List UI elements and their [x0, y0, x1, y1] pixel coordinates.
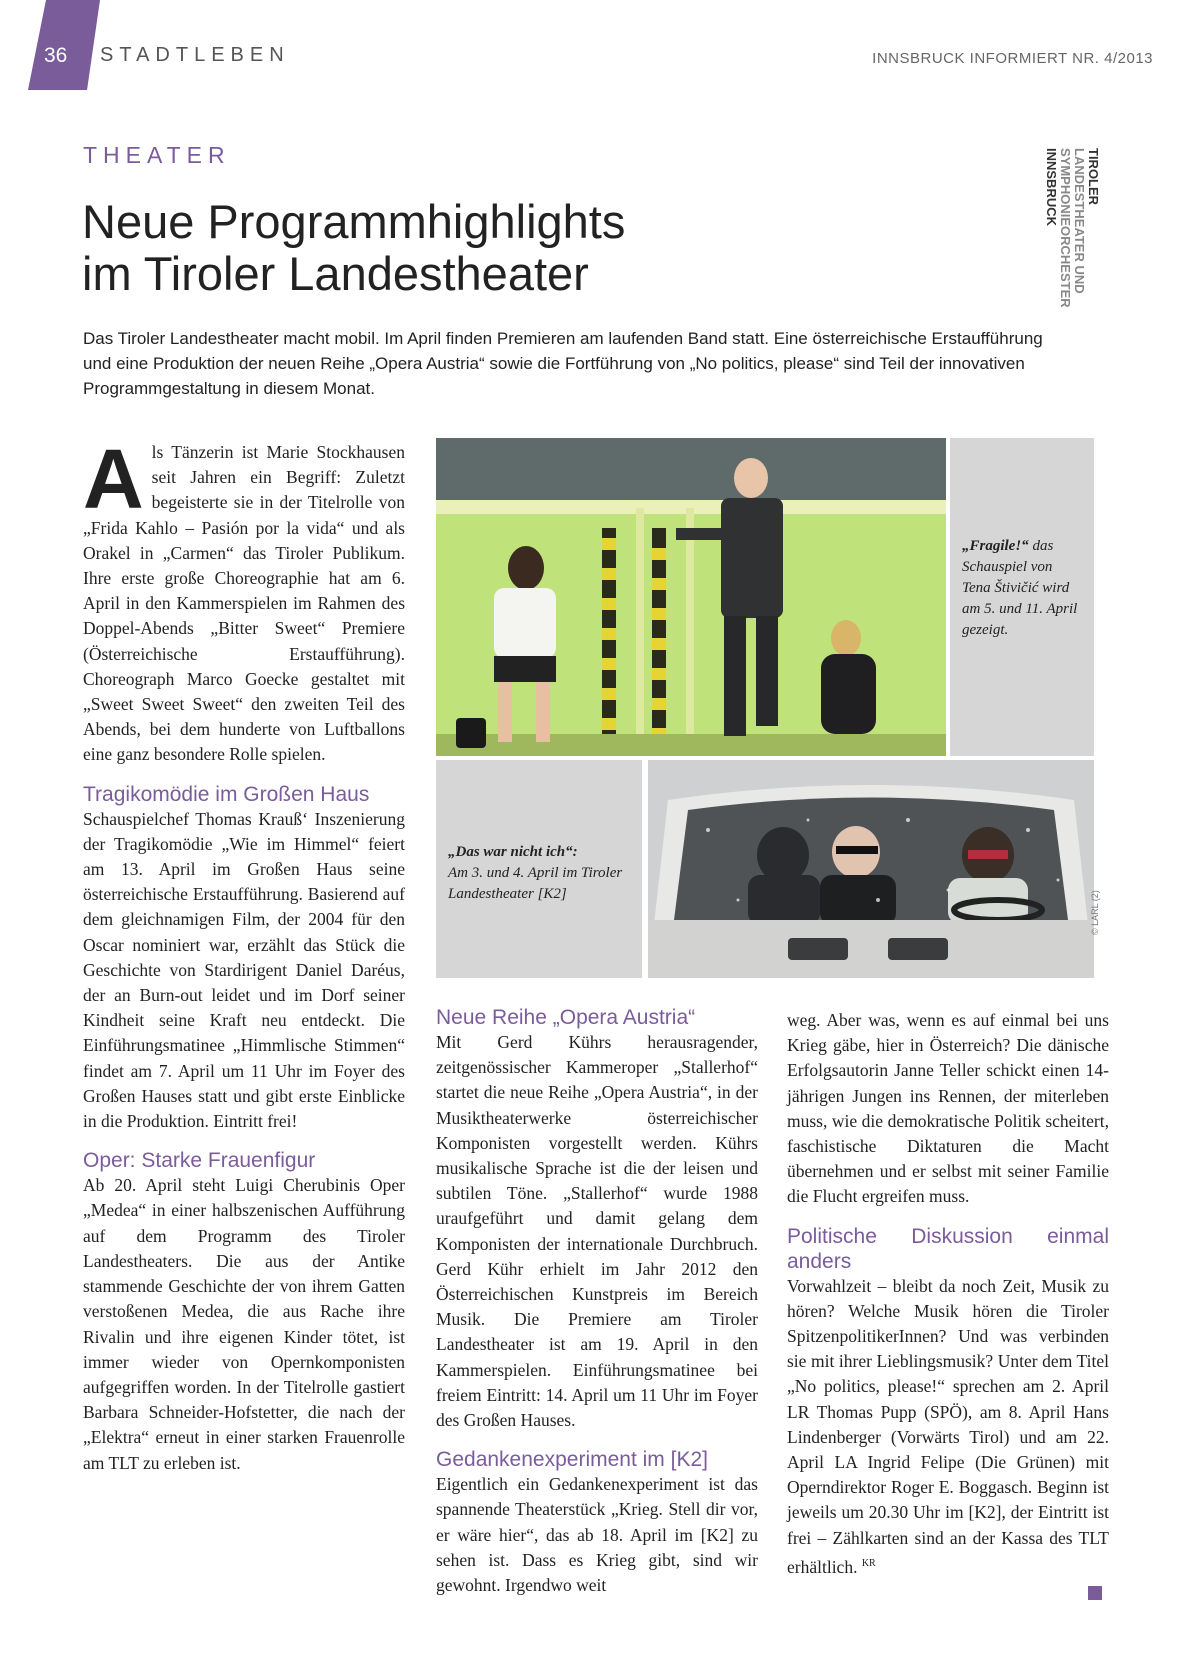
title-line-2: im Tiroler Landestheater [82, 247, 589, 300]
caption-dwni-text: Am 3. und 4. April im Tiroler Landestheater [K2] [448, 865, 623, 902]
column-1 [83, 432, 405, 1476]
author-signature: KR [861, 1557, 876, 1569]
paragraph-krieg-continued: weg. Aber was, wenn es auf einmal bei uns Krieg gäbe, hier in Österreich? Die dänische Erfolgsautorin Janne Teller schickt einen 14-jährigen Jungen ins Rennen, der miterleben muss, wie die demokratische Politik scheitert, faschistische Diktaturen die Macht übernehmen und er selbst mit seiner Familie die Flucht ergreifen muss. [787, 1010, 1109, 1207]
caption-fragile-text: das Schauspiel von Tena Štivičić wird am 5. und 11. April gezeigt. [962, 538, 1078, 638]
theater-logo [1040, 148, 1100, 328]
subhead-tragikomoedie: Tragikomödie im Großen Haus [83, 782, 370, 806]
caption-fragile [950, 438, 1094, 756]
photo-fragile [436, 438, 946, 756]
article-lead: Das Tiroler Landestheater macht mobil. Im April finden Premieren am laufenden Band statt. Eine österreichische Erstaufführung und eine Produktion der neuen Reihe „Opera Austria“ sowie die Fortführung von „No politics, please“ sind Teil der innovativen Programmgestaltung in diesem Monat. [83, 329, 1043, 398]
logo-line-2: LANDESTHEATER UND [1072, 148, 1087, 294]
article-title [82, 196, 902, 300]
no-politics-text: Vorwahlzeit – bleibt da noch Zeit, Musik zu hören? Welche Musik hören die Tiroler SpitzenpolitikerInnen? Und was verbinden sie mit ihrer Lieblingsmusik? Unter dem Titel „No politics, please!“ sprechen am 2. April LR Thomas Pupp (SPÖ), am 8. April Hans Lindenberger (Vorwärts Tirol) und am 22. April LA Ingrid Felipe (Die Grünen) mit Operndirektor Roger E. Boggasch. Beginn ist jeweils um 20.30 Uhr im [K2], der Eintritt ist frei – Zählkarten sind an der Kassa des TLT erhältlich. [787, 1275, 1109, 1577]
photo-credit: © LARL (2) [1090, 890, 1100, 935]
caption-das-war-nicht-ich [436, 760, 642, 978]
issue-label: INNSBRUCK INFORMIERT NR. 4/2013 [872, 50, 1153, 67]
car-scene-image [648, 760, 1094, 978]
paragraph-tragikomoedie: Schauspielchef Thomas Krauß‘ Inszenierung der Tragikomödie „Wie im Himmel“ feiert am 13. April im Großen Haus seine österreichische Erstaufführung. Basierend auf dem gleichnamigen Film, der 2004 für den Oscar nominiert war, erzählt das Stück die Geschichte von Stardirigent Daniel Daréus, der an Burn-out leidet und im Dorf seiner Kindheit seine Kraft neu entdeckt. Die Einführungsmatinee „Himmlische Stimmen“ findet am 7. April um 11 Uhr im Foyer des Großen Hauses statt und gibt erste Einblicke in die Produktion. Eintritt frei! [83, 808, 405, 1132]
photo-das-war-nicht-ich [648, 760, 1094, 978]
title-line-1: Neue Programmhighlights [82, 195, 626, 248]
subhead-opera-austria: Neue Reihe „Opera Austria“ [436, 1006, 696, 1029]
caption-dwni-title: „Das war nicht ich“: [448, 844, 578, 860]
logo-line-1: TIROLER [1086, 148, 1101, 206]
paragraph-gedankenexperiment: Eigentlich ein Gedankenexperiment ist das spannende Theaterstück „Krieg. Stell dir vor, er wäre hier“, das ab 18. April im [K2] zu sehen ist. Dass es Krieg gibt, sind wir gewohnt. Irgendwo weit [436, 1474, 758, 1596]
paragraph-opera-austria: Mit Gerd Kührs herausragender, zeitgenössischer Kammeroper „Stallerhof“ startet die neue Reihe „Opera Austria“, in der Musiktheaterwerke österreichischer Komponisten vorgestellt werden. Kührs musikalische Sprache ist die der leisen und subtilen Töne. „Stallerhof“ wurde 1988 uraufgeführt und damit gelang dem Komponisten der internationale Durchbruch. Gerd Kühr erhielt im Jahr 2012 den Österreichischen Kunstpreis im Bereich Musik. Die Premiere am Tiroler Landestheater ist am 19. April in den Kammerspielen. Einführungsmatinee bei freiem Eintritt: 14. April um 11 Uhr im Foyer des Großen Hauses. [436, 1032, 758, 1431]
subhead-gedankenexperiment: Gedankenexperiment im [K2] [436, 1448, 708, 1472]
intro-text: ls Tänzerin ist Marie Stockhausen seit Jahren ein Begriff: Zuletzt begeisterte sie in der Titelrolle von „Frida Kahlo – Pasión por la vida“ und als Orakel in „Carmen“ das Tiroler Publikum. Ihre erste große Choreographie hat am 6. April in den Kammerspielen im Rahmen des Doppel-Abends „Bitter Sweet“ Premiere (Österreichische Erstaufführung). Choreograph Marco Goecke gestaltet mit „Sweet Sweet Sweet“ den zweiten Teil des Abends, bei dem hunderte von Luftballons eine ganz besondere Rolle spielen. [83, 442, 405, 765]
caption-fragile-title: „Fragile!“ [962, 538, 1029, 554]
paragraph-oper: Ab 20. April steht Luigi Cherubinis Oper „Medea“ in einer halbszenischen Aufführung auf dem Programm des Tiroler Landestheaters. Die aus der Antike stammende Geschichte der von ihrem Gatten verstoßenen Medea, die aus Rache ihre Rivalin und ihre eigenen Kinder tötet, ist immer wieder von Opernkomponisten aufgegriffen worden. In der Titelrolle gastiert Barbara Schneider-Hofstetter, die nach der „Elektra“ erneut in einer starken Frauenrolle am TLT zu erleben ist. [83, 1175, 405, 1473]
subhead-politische-diskussion: Politische Diskussion einmal anders [787, 1224, 1109, 1273]
page-number: 36 [44, 44, 68, 67]
article-kicker: THEATER [83, 142, 231, 168]
logo-line-4: INNSBRUCK [1044, 148, 1059, 226]
stage-scene-image [436, 438, 946, 756]
section-title: STADTLEBEN [100, 44, 290, 66]
column-3 [787, 1008, 1109, 1580]
column-2 [436, 1005, 758, 1598]
drop-cap: A [83, 432, 144, 526]
end-mark [1088, 1586, 1102, 1600]
paragraph-no-politics [787, 1274, 1109, 1580]
logo-line-3: SYMPHONIEORCHESTER [1058, 148, 1073, 308]
intro-paragraph [83, 432, 405, 768]
subhead-oper: Oper: Starke Frauenfigur [83, 1149, 316, 1173]
